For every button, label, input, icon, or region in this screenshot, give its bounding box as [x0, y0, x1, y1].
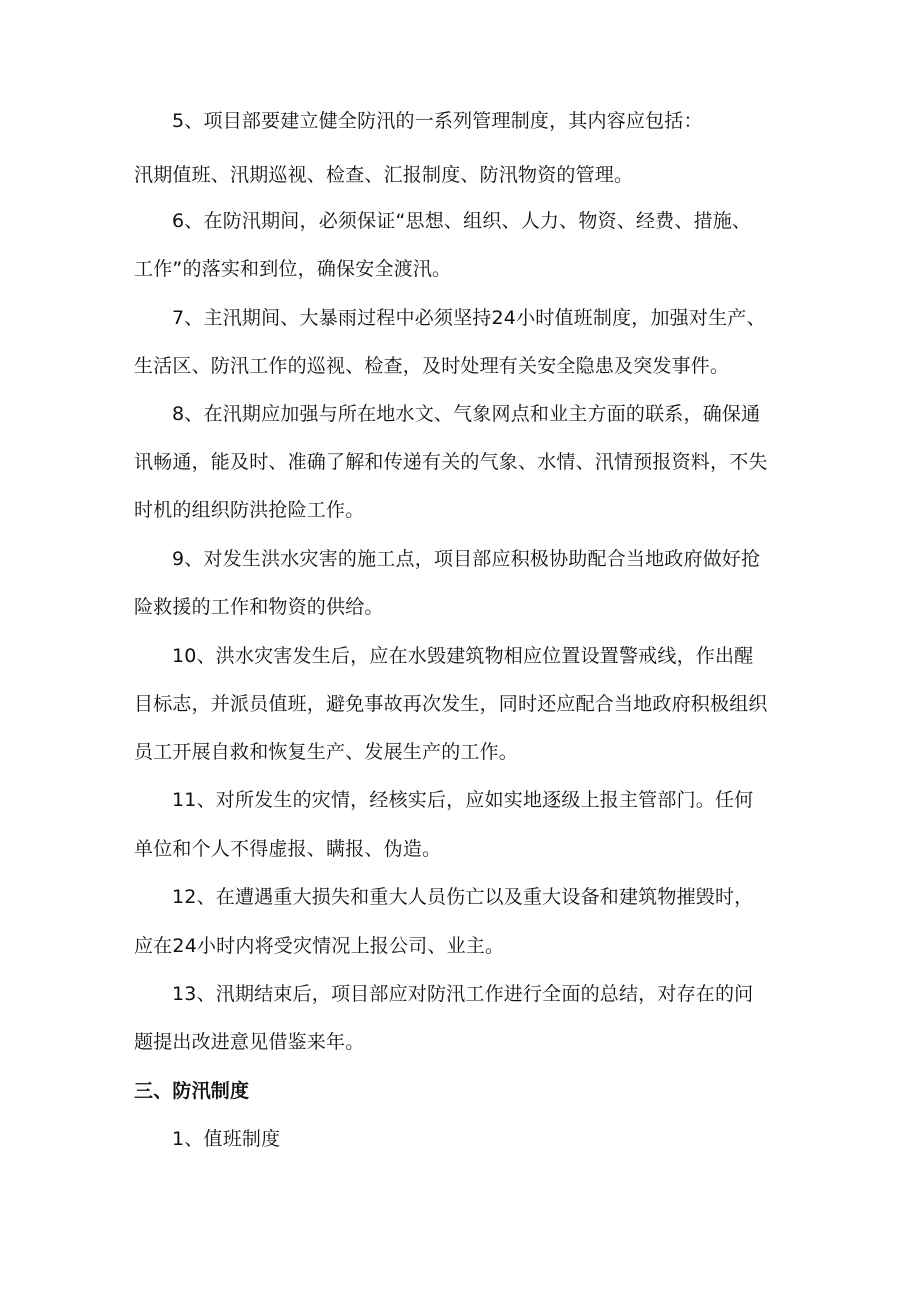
- subsection-heading: 1、值班制度: [172, 1128, 281, 1150]
- text-line-17: 12、在遭遇重大损失和重大人员伤亡以及重大设备和建筑物摧毁时，: [172, 886, 754, 908]
- section-heading: 三、防汛制度: [134, 1080, 250, 1102]
- text-line-11: 险救援的工作和物资的供给。: [134, 596, 384, 618]
- text-line-14: 员工开展自救和恢复生产、发展生产的工作。: [134, 741, 519, 763]
- text-line-2: 汛期值班、汛期巡视、检查、汇报制度、防汛物资的管理。: [134, 164, 634, 186]
- text-line-16: 单位和个人不得虚报、瞒报、伪造。: [134, 838, 442, 860]
- text-line-12: 10、洪水灾害发生后，应在水毁建筑物相应位置设置警戒线，作出醒: [172, 645, 754, 667]
- text-line-3: 6、在防汛期间，必须保证“思想、组织、人力、物资、经费、措施、: [172, 210, 752, 232]
- text-line-6: 生活区、防汛工作的巡视、检查，及时处理有关安全隐患及突发事件。: [134, 355, 730, 377]
- text-line-15: 11、对所发生的灾情，经核实后，应如实地逐级上报主管部门。任何: [172, 789, 754, 811]
- text-line-18: 应在24小时内将受灾情况上报公司、业主。: [134, 935, 505, 957]
- text-line-9: 时机的组织防洪抢险工作。: [134, 499, 365, 521]
- text-line-8: 讯畅通，能及时、准确了解和传递有关的气象、水情、汛情预报资料，不失: [134, 451, 768, 473]
- text-line-19: 13、汛期结束后，项目部应对防汛工作进行全面的总结，对存在的问: [172, 983, 754, 1005]
- text-line-13: 目标志，并派员值班，避免事故再次发生，同时还应配合当地政府积极组织: [134, 693, 768, 715]
- text-line-20: 题提出改进意见借鉴来年。: [134, 1031, 365, 1053]
- text-line-10: 9、对发生洪水灾害的施工点，项目部应积极协助配合当地政府做好抢: [172, 548, 761, 570]
- text-line-5: 7、主汛期间、大暴雨过程中必须坚持24小时值班制度，加强对生产、: [172, 307, 766, 329]
- text-line-4: 工作”的落实和到位，确保安全渡汛。: [134, 258, 452, 280]
- text-line-7: 8、在汛期应加强与所在地水文、气象网点和业主方面的联系，确保通: [172, 403, 761, 425]
- text-line-1: 5、项目部要建立健全防汛的一系列管理制度，其内容应包括：: [172, 110, 703, 132]
